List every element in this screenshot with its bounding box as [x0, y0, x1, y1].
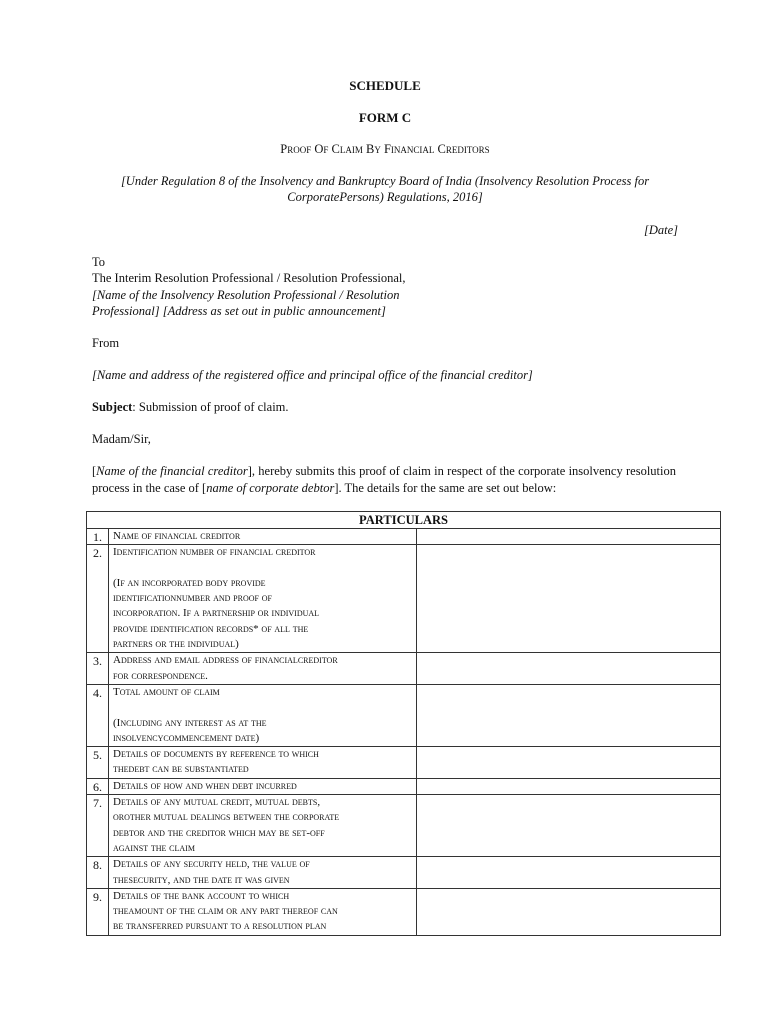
regulation-line-2: CorporatePersons) Regulations, 2016] [287, 190, 483, 204]
table-row [87, 778, 721, 794]
body-text-1: [ [92, 464, 97, 478]
salutation: Madam/Sir, [92, 432, 151, 446]
to-label: To [92, 255, 106, 269]
subject-line [92, 399, 289, 416]
row-value-cell[interactable] [417, 888, 721, 935]
creditor-name-placeholder: Name of the financial creditor [96, 464, 248, 478]
table-row [87, 545, 721, 653]
regulation-line-1: [Under Regulation 8 of the Insolvency and Bankruptcy Board of India (Insolvency Resolution Process for [120, 174, 650, 188]
particulars-table [86, 511, 721, 936]
table-row [87, 888, 721, 935]
subject-text: : Submission of proof of claim. [132, 400, 289, 414]
row-number: 3. [87, 653, 109, 685]
addressee-name-placeholder-end: Professional] [92, 304, 160, 318]
row-value-cell[interactable] [417, 529, 721, 545]
table-row [87, 795, 721, 857]
table-row [87, 653, 721, 685]
row-description: Details of the bank account to which theamount of the claim or any part thereof can be transferred pursuant to a resolution plan [109, 888, 417, 935]
table-row [87, 684, 721, 746]
schedule-heading: SCHEDULE [349, 78, 421, 93]
row-description: Identification number of financial creditor (If an incorporated body provide identificationnumber and proof of incorporation. If a partnership or individual provide identification records* of all the partners or the individual) [109, 545, 417, 653]
body-paragraph [92, 463, 676, 497]
row-description: Details of documents by reference to which thedebt can be substantiated [109, 747, 417, 779]
row-value-cell[interactable] [417, 747, 721, 779]
table-row [87, 857, 721, 889]
row-value-cell[interactable] [417, 684, 721, 746]
row-description: Details of any mutual credit, mutual debts, orother mutual dealings between the corporate debtor and the creditor which may be set-off against the claim [109, 795, 417, 857]
row-value-cell[interactable] [417, 545, 721, 653]
row-value-cell[interactable] [417, 653, 721, 685]
debtor-name-placeholder: name of corporate debtor [206, 481, 335, 495]
addressee-title: The Interim Resolution Professional / Resolution Professional, [92, 271, 406, 285]
row-description: Details of how and when debt incurred [109, 778, 417, 794]
from-label: From [92, 336, 120, 350]
addressee-address-line [92, 303, 386, 320]
row-value-cell[interactable] [417, 795, 721, 857]
from-placeholder: [Name and address of the registered office and principal office of the financial creditor] [92, 368, 533, 382]
form-subtitle: Proof Of Claim By Financial Creditors [280, 142, 490, 156]
row-value-cell[interactable] [417, 857, 721, 889]
row-number: 1. [87, 529, 109, 545]
table-row [87, 747, 721, 779]
body-text-3: ]. The details for the same are set out below: [334, 481, 557, 495]
row-number: 8. [87, 857, 109, 889]
row-description: Name of financial creditor [109, 529, 417, 545]
row-number: 2. [87, 545, 109, 653]
row-number: 4. [87, 684, 109, 746]
date-placeholder: [Date] [643, 223, 678, 237]
body-text-2: ], hereby submits this proof of claim in respect of the corporate insolvency resolution process in the case of [ [92, 464, 676, 495]
subject-label: Subject [92, 400, 133, 414]
row-description: Address and email address of financialcreditor for correspondence. [109, 653, 417, 685]
table-row [87, 529, 721, 545]
row-number: 7. [87, 795, 109, 857]
row-description: Total amount of claim (Including any interest as at the insolvencycommencement date) [109, 684, 417, 746]
addressee-address-placeholder: [Address as set out in public announcement] [159, 304, 386, 318]
addressee-name-placeholder: [Name of the Insolvency Resolution Professional / Resolution [92, 288, 400, 302]
row-number: 9. [87, 888, 109, 935]
row-number: 6. [87, 778, 109, 794]
particulars-header: PARTICULARS [87, 512, 721, 529]
row-number: 5. [87, 747, 109, 779]
row-value-cell[interactable] [417, 778, 721, 794]
row-description: Details of any security held, the value of thesecurity, and the date it was given [109, 857, 417, 889]
form-heading: FORM C [358, 110, 412, 125]
